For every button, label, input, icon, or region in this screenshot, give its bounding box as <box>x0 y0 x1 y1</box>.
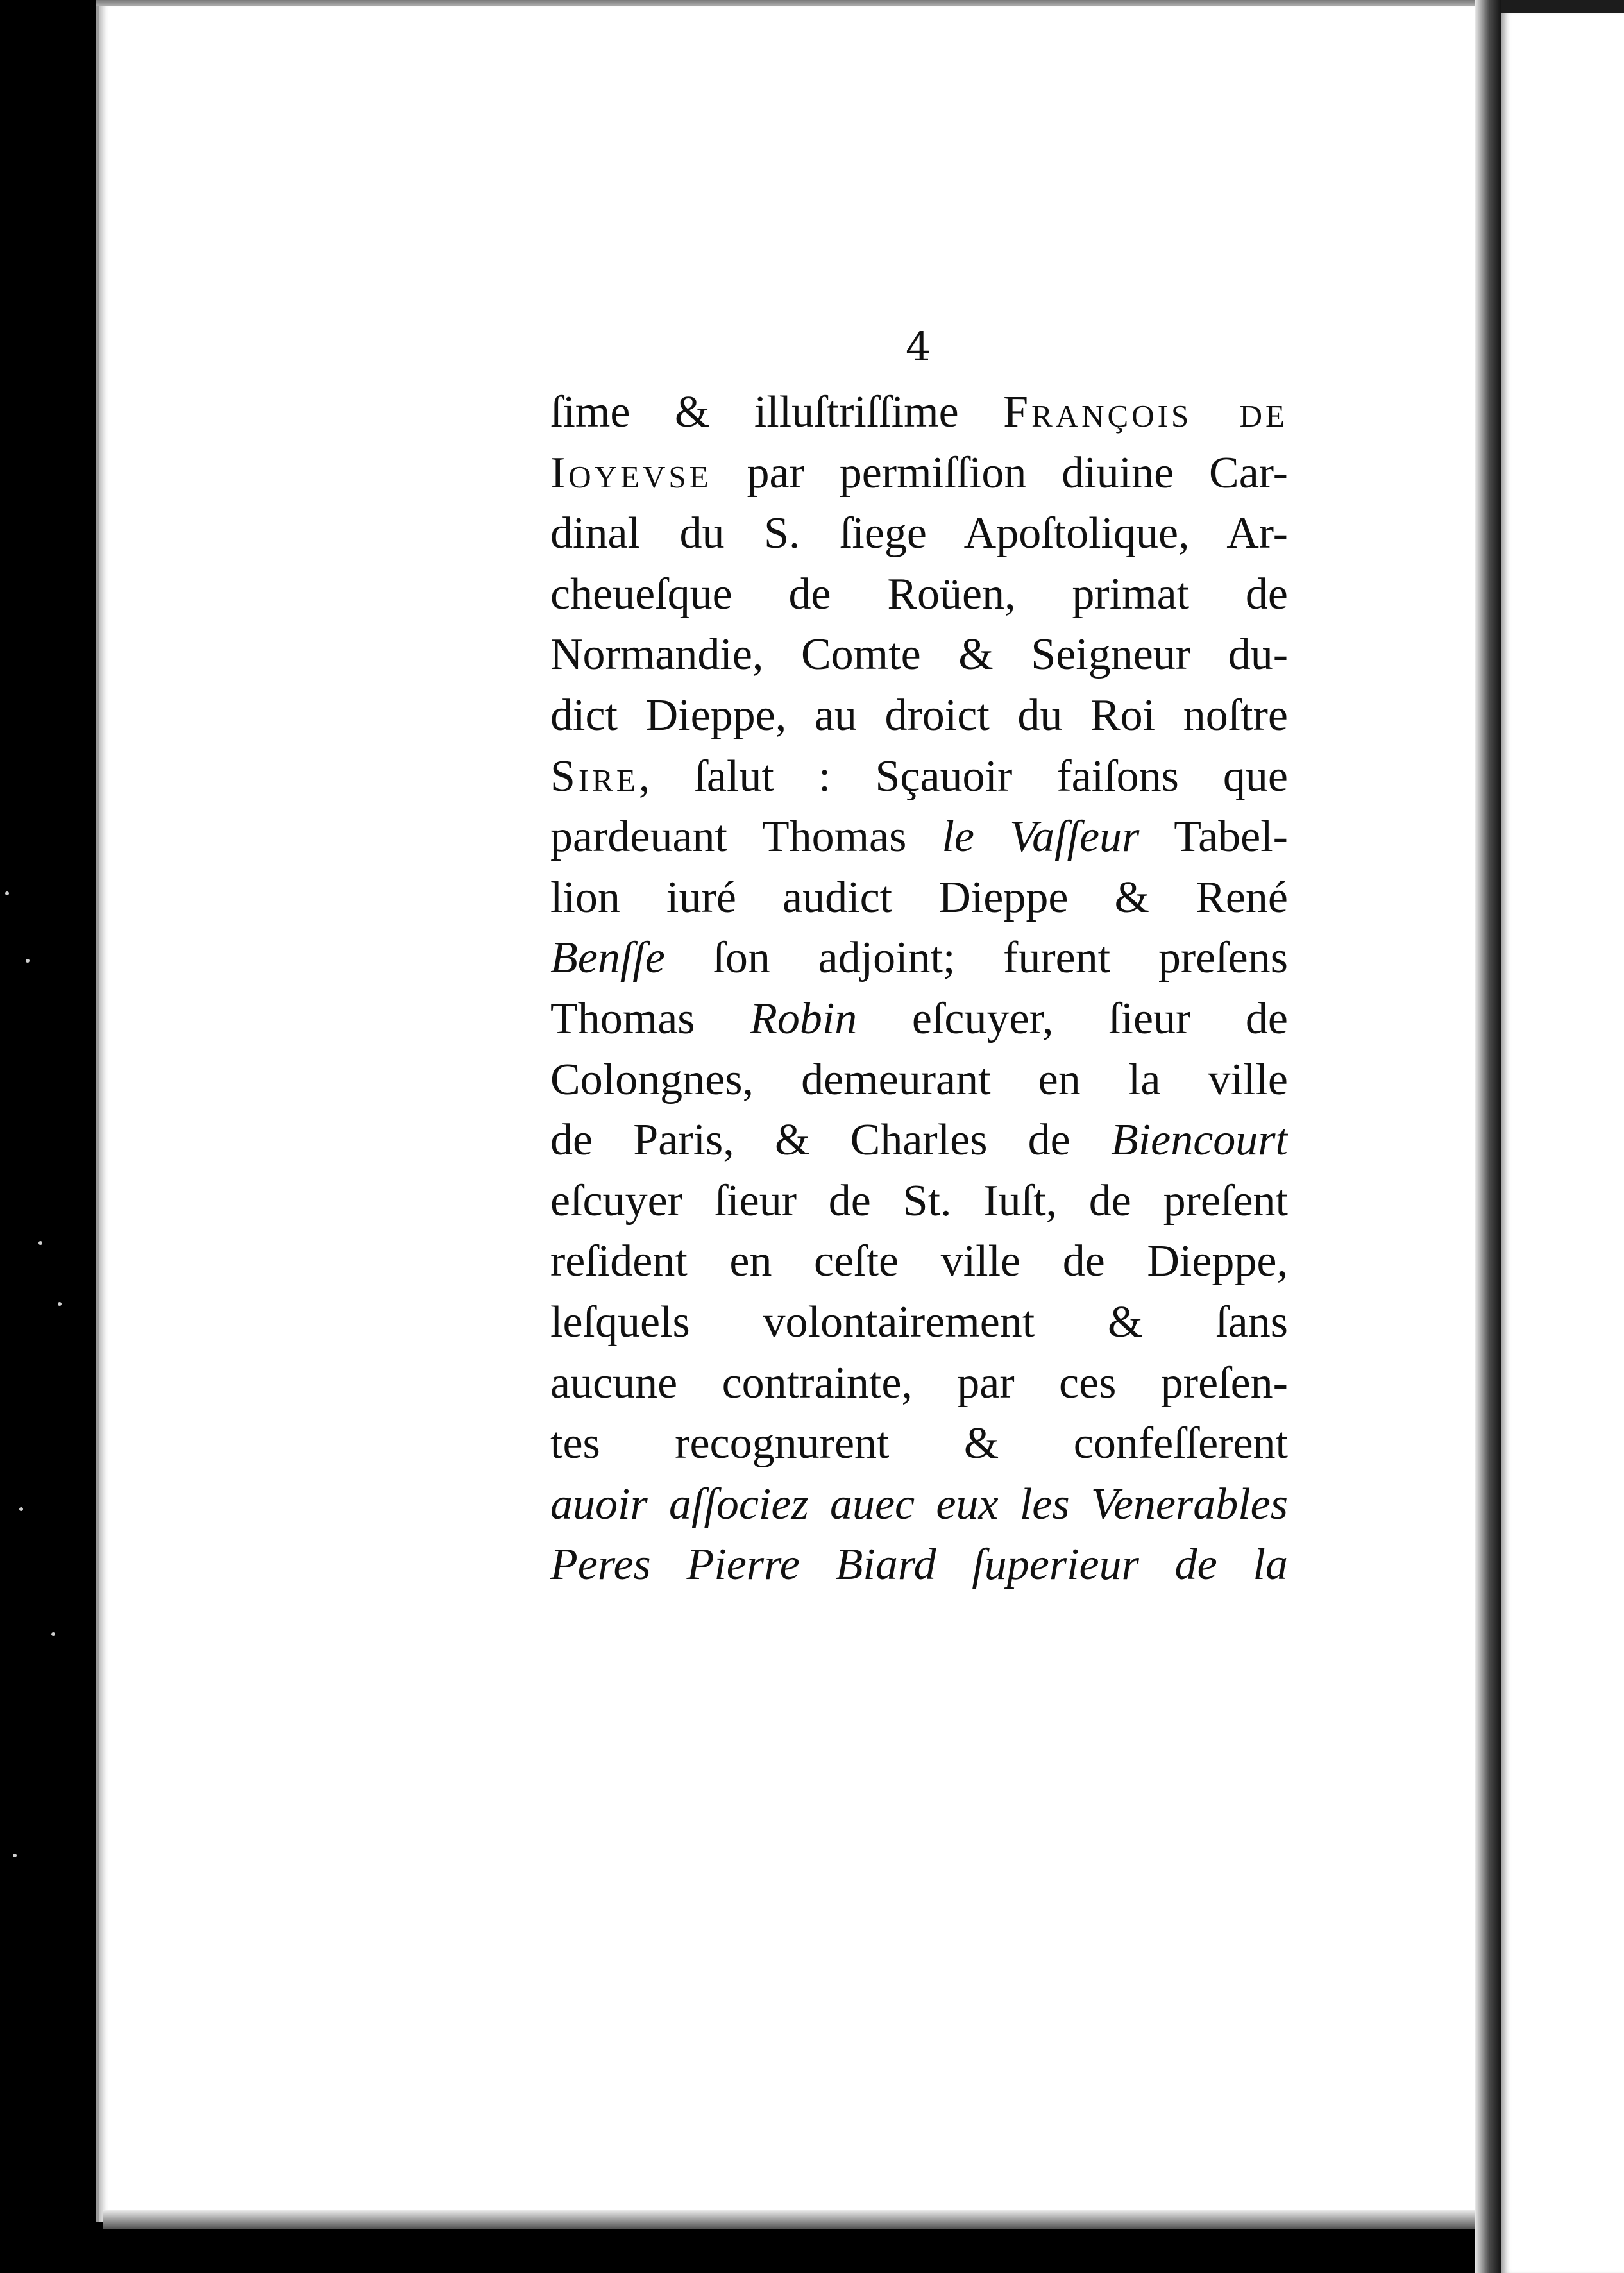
text-segment: auoir aſſociez auec eux les Venerables <box>550 1479 1288 1529</box>
text-segment: Colongnes, demeurant en la ville <box>550 1054 1288 1104</box>
text-line <box>550 747 1288 807</box>
text-line <box>550 625 1288 686</box>
text-segment: Normandie, Comte & Seigneur du- <box>550 630 1288 680</box>
text-segment: Tabel- <box>1139 812 1288 862</box>
text-segment: Peres Pierre Biard ſuperieur de la <box>550 1540 1288 1590</box>
text-segment: de Paris, & Charles de <box>550 1115 1111 1165</box>
page-bottom-edge <box>103 2210 1488 2229</box>
scan-speck <box>19 1507 23 1511</box>
body-text <box>550 382 1288 1596</box>
text-line <box>550 1474 1288 1535</box>
facing-page <box>1501 13 1624 2273</box>
text-line <box>550 1292 1288 1353</box>
text-line <box>550 1353 1288 1414</box>
facing-page-top <box>1501 0 1624 14</box>
text-segment: eſcuyer ſieur de St. Iuſt, de preſent <box>550 1176 1288 1226</box>
scan-speck <box>5 891 9 895</box>
text-segment: François de <box>1003 387 1288 437</box>
text-segment: leſquels volontairement & ſans <box>550 1297 1288 1347</box>
text-segment: par permiſſion diuine Car- <box>711 448 1288 498</box>
text-line <box>550 564 1288 625</box>
text-segment: Ioyevse <box>550 448 712 498</box>
text-segment: Benſſe <box>550 933 665 983</box>
text-segment: ſime & illuſtriſſime <box>550 387 1004 437</box>
text-line <box>550 1535 1288 1596</box>
text-segment: dict Dieppe, au droict du Roi noſtre <box>550 690 1288 740</box>
text-line <box>550 1231 1288 1292</box>
text-segment: , ſalut : Sçauoir faiſons que <box>638 751 1288 801</box>
text-segment: lion iuré audict Dieppe & René <box>550 872 1288 922</box>
book-gutter <box>1475 0 1501 2273</box>
text-segment: cheueſque de Roüen, primat de <box>550 569 1288 619</box>
text-line <box>550 1414 1288 1474</box>
text-line <box>550 807 1288 868</box>
text-line <box>550 382 1288 443</box>
text-segment: Robin <box>750 993 858 1044</box>
text-segment: pardeuant Thomas <box>550 812 942 862</box>
text-segment: Sire <box>550 751 639 801</box>
text-line <box>550 1050 1288 1111</box>
text-segment: le Vaſſeur <box>942 812 1140 862</box>
text-segment: ſon adjoint; furent preſens <box>664 933 1288 983</box>
scan-speck <box>58 1302 62 1306</box>
text-line <box>550 928 1288 989</box>
scan-speck <box>51 1632 55 1636</box>
text-segment: Biencourt <box>1110 1115 1288 1165</box>
text-line <box>550 1110 1288 1171</box>
scan-speck <box>13 1854 17 1857</box>
text-line <box>550 1171 1288 1232</box>
text-segment: dinal du S. ſiege Apoſtolique, Ar- <box>550 509 1288 559</box>
text-line <box>550 443 1288 504</box>
text-line <box>550 868 1288 929</box>
text-segment: aucune contrainte, par ces preſen- <box>550 1358 1288 1408</box>
text-segment: eſcuyer, ſieur de <box>857 993 1288 1044</box>
scan-speck <box>38 1241 42 1245</box>
text-line <box>550 686 1288 747</box>
text-segment: Thomas <box>550 993 750 1044</box>
text-line <box>550 989 1288 1050</box>
text-line <box>550 503 1288 564</box>
text-segment: tes recognurent & confeſſerent <box>550 1419 1288 1469</box>
scan-speck <box>26 959 30 963</box>
text-segment: reſident en ceſte ville de Dieppe, <box>550 1237 1288 1287</box>
page-number: 4 <box>906 323 931 370</box>
